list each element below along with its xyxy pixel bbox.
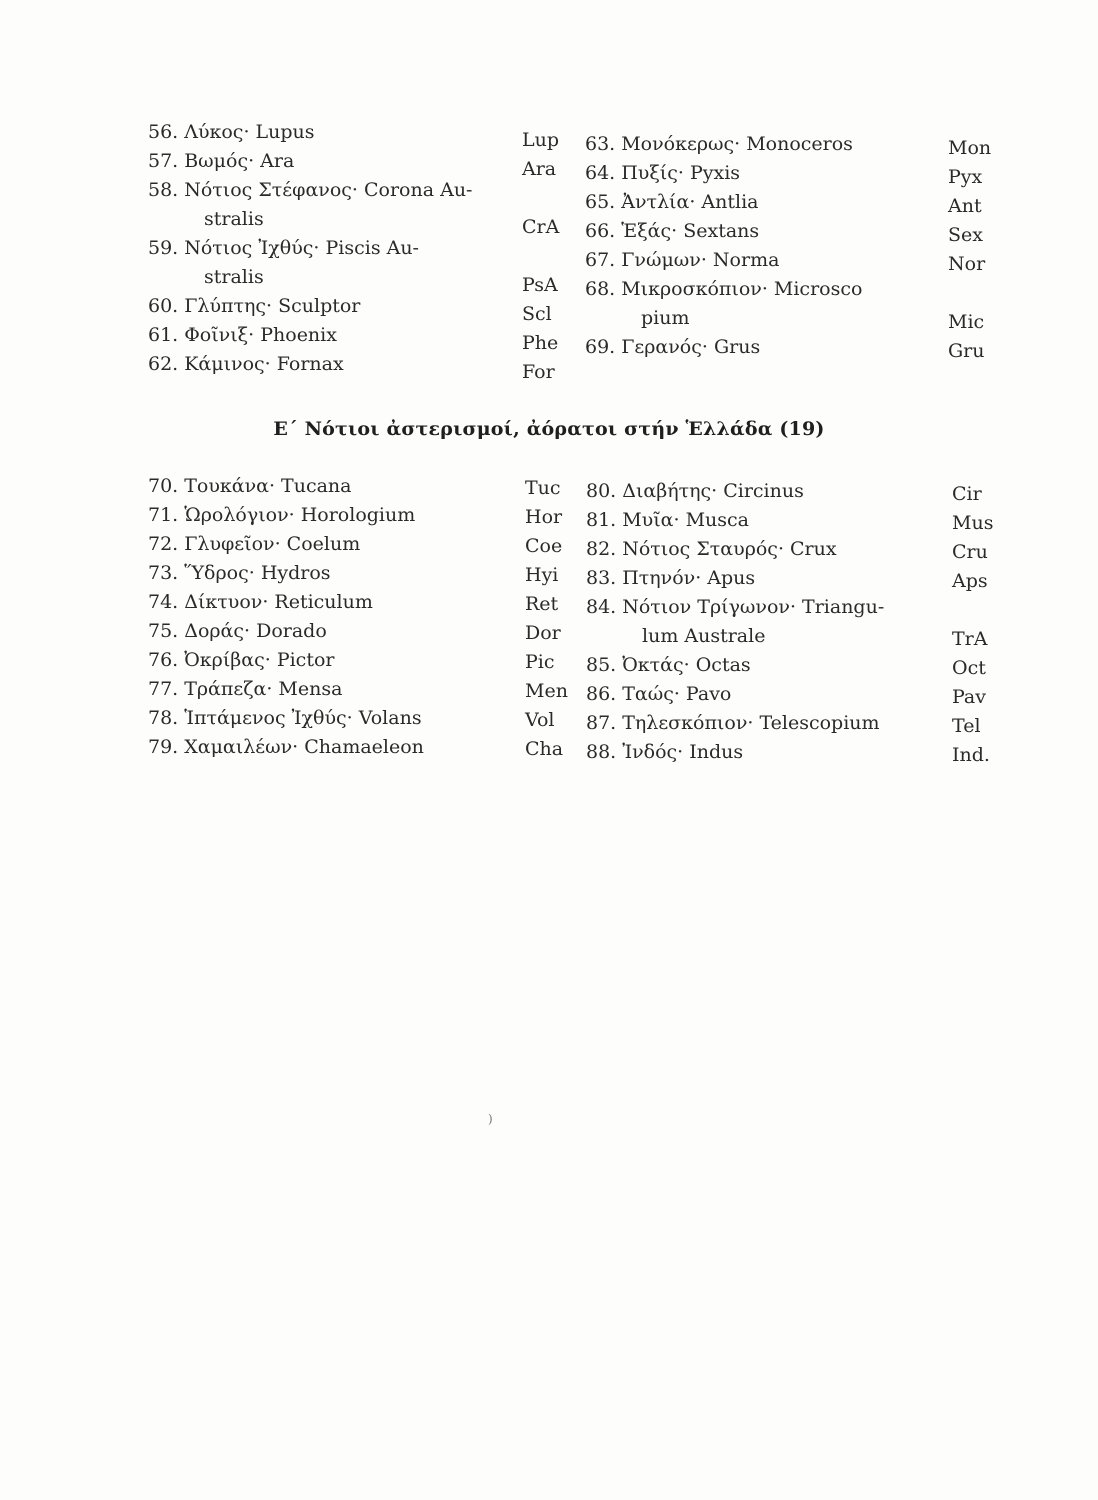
entry-row (586, 535, 884, 564)
entry-name: Μονόκερως· Monoceros (621, 133, 853, 155)
stray-mark: ) (488, 1112, 493, 1126)
entry-row (148, 675, 424, 704)
entry-row (148, 321, 472, 350)
entry-name: Λύκος· Lupus (184, 121, 315, 143)
entry-row (585, 275, 862, 304)
entry-abbreviation: Tel (952, 715, 981, 737)
entry-number: 70. (148, 475, 179, 497)
entry-abbreviation (522, 184, 559, 213)
entry-number: 80. (586, 480, 617, 502)
entry-name: Διαβήτης· Circinus (622, 480, 804, 502)
entry-number: 75. (148, 620, 179, 642)
entry-row (148, 501, 424, 530)
entry-abbreviation: Tuc (525, 477, 561, 499)
entry-row (586, 709, 884, 738)
entry-abbreviation: Aps (952, 570, 988, 592)
entry-abbreviation: Phe (522, 332, 559, 354)
entry-row (148, 118, 472, 147)
entry-abbreviation: Ara (522, 158, 557, 180)
entry-row (585, 217, 862, 246)
entry-name: Δίκτυον· Reticulum (184, 591, 373, 613)
entry-row (585, 333, 862, 362)
entry-name: Νότιον Τρίγωνον· Triangu- (622, 596, 885, 618)
entry-abbreviation: Oct (952, 657, 986, 679)
entry-name: Ἑξάς· Sextans (621, 220, 760, 242)
entry-name: Ὕδρος· Hydros (184, 562, 331, 584)
entry-abbreviation: Ant (948, 195, 982, 217)
entry-number: 74. (148, 591, 179, 613)
entry-name: stralis (204, 208, 264, 230)
entry-abbreviation: Hyi (525, 564, 559, 586)
entry-number: 85. (586, 654, 617, 676)
section-d-right-abbr-column (948, 134, 991, 366)
entry-row (148, 263, 472, 292)
entry-number: 84. (586, 596, 617, 618)
entry-row (585, 188, 862, 217)
entry-number: 78. (148, 707, 179, 729)
entry-number: 62. (148, 353, 179, 375)
entry-abbreviation: Sex (948, 224, 983, 246)
section-e-heading: Ε΄ Νότιοι ἀστερισμοί, ἀόρατοι στήν Ἑλλάδα (19) (273, 418, 825, 440)
entry-number: 86. (586, 683, 617, 705)
entry-name: Βωμός· Ara (184, 150, 295, 172)
entry-name: Νότιος Σταυρός· Crux (622, 538, 837, 560)
entry-number: 60. (148, 295, 179, 317)
entry-name: Νότιος Στέφανος· Corona Au- (184, 179, 473, 201)
entry-number: 68. (585, 278, 616, 300)
entry-name: lum Australe (642, 625, 766, 647)
entry-name: Πτηνόν· Apus (622, 567, 756, 589)
entry-row (586, 738, 884, 767)
entry-number: 66. (585, 220, 616, 242)
entry-row (148, 530, 424, 559)
entry-row (586, 651, 884, 680)
entry-abbreviation: Cir (952, 483, 982, 505)
entry-abbreviation: Vol (525, 709, 555, 731)
entry-name: Γλυφεῖον· Coelum (184, 533, 361, 555)
entry-number: 88. (586, 741, 617, 763)
entry-abbreviation: Mon (948, 137, 992, 159)
entry-name: Τράπεζα· Mensa (184, 678, 343, 700)
entry-name: Τηλεσκόπιον· Telescopium (622, 712, 880, 734)
section-e-right-abbr-column (952, 480, 993, 770)
section-d-left-abbr-column (522, 126, 559, 387)
entry-row (586, 593, 884, 622)
entry-row (586, 622, 884, 651)
entry-name: stralis (204, 266, 264, 288)
entry-abbreviation: Lup (522, 129, 560, 151)
entry-name: Ἱπτάμενος Ἰχθύς· Volans (184, 707, 422, 729)
entry-number: 77. (148, 678, 179, 700)
entry-name: Φοῖνιξ· Phoenix (184, 324, 337, 346)
entry-number: 79. (148, 736, 179, 758)
entry-abbreviation: Ret (525, 593, 559, 615)
entry-number: 63. (585, 133, 616, 155)
entry-number: 76. (148, 649, 179, 671)
entry-row (148, 646, 424, 675)
entry-abbreviation: Scl (522, 303, 552, 325)
entry-name: Ὡρολόγιον· Horologium (184, 504, 416, 526)
section-e-right-column (586, 477, 884, 767)
entry-number: 72. (148, 533, 179, 555)
entry-number: 67. (585, 249, 616, 271)
entry-name: Ταώς· Pavo (622, 683, 732, 705)
entry-row (148, 292, 472, 321)
entry-abbreviation: Hor (525, 506, 563, 528)
entry-abbreviation: Nor (948, 253, 986, 275)
entry-abbreviation: Pav (952, 686, 986, 708)
entry-name: Γλύπτης· Sculptor (184, 295, 361, 317)
entry-row (148, 617, 424, 646)
entry-row (148, 147, 472, 176)
entry-row (148, 205, 472, 234)
entry-number: 59. (148, 237, 179, 259)
entry-name: Τουκάνα· Tucana (184, 475, 352, 497)
entry-name: Δοράς· Dorado (184, 620, 327, 642)
entry-abbreviation: Coe (525, 535, 563, 557)
entry-abbreviation: Mus (952, 512, 994, 534)
entry-row (586, 680, 884, 709)
entry-row (148, 176, 472, 205)
entry-number: 71. (148, 504, 179, 526)
entry-abbreviation (522, 242, 559, 271)
entry-abbreviation: Men (525, 680, 568, 702)
entry-row (148, 588, 424, 617)
entry-name: Πυξίς· Pyxis (621, 162, 741, 184)
entry-name: Ἰνδός· Indus (622, 741, 744, 763)
entry-row (585, 159, 862, 188)
entry-row (148, 234, 472, 263)
section-d-right-column (585, 130, 862, 362)
entry-name: Χαμαιλέων· Chamaeleon (184, 736, 424, 758)
entry-number: 87. (586, 712, 617, 734)
entry-abbreviation: Ind. (952, 744, 990, 766)
entry-abbreviation: Cru (952, 541, 988, 563)
entry-abbreviation: Gru (948, 340, 985, 362)
entry-number: 65. (585, 191, 616, 213)
entry-abbreviation: Cha (525, 738, 564, 760)
entry-number: 81. (586, 509, 617, 531)
section-d-left-column (148, 118, 472, 379)
entry-name: Κάμινος· Fornax (184, 353, 344, 375)
entry-abbreviation (952, 596, 993, 625)
entry-row (586, 564, 884, 593)
entry-name: Μυῖα· Musca (622, 509, 749, 531)
entry-number: 83. (586, 567, 617, 589)
entry-number: 57. (148, 150, 179, 172)
entry-name: Μικροσκόπιον· Microsco (621, 278, 863, 300)
entry-number: 64. (585, 162, 616, 184)
entry-name: pium (641, 307, 690, 329)
entry-row (148, 350, 472, 379)
entry-abbreviation: Dor (525, 622, 561, 644)
entry-row (586, 477, 884, 506)
entry-abbreviation: CrA (522, 216, 560, 238)
entry-abbreviation: Mic (948, 311, 985, 333)
section-e-left-abbr-column (525, 474, 568, 764)
entry-name: Γνώμων· Norma (621, 249, 780, 271)
entry-abbreviation: Pyx (948, 166, 983, 188)
entry-number: 61. (148, 324, 179, 346)
entry-abbreviation (948, 279, 991, 308)
entry-abbreviation: TrA (952, 628, 988, 650)
entry-name: Ἀντλία· Antlia (621, 191, 759, 213)
entry-row (585, 304, 862, 333)
entry-name: Ὀκτάς· Octas (622, 654, 751, 676)
entry-name: Ὀκρίβας· Pictor (184, 649, 335, 671)
entry-number: 69. (585, 336, 616, 358)
entry-number: 82. (586, 538, 617, 560)
entry-number: 73. (148, 562, 179, 584)
entry-row (148, 704, 424, 733)
entry-name: Νότιος Ἰχθύς· Piscis Au- (184, 237, 419, 259)
entry-row (585, 246, 862, 275)
entry-abbreviation: For (522, 361, 555, 383)
entry-row (148, 733, 424, 762)
entry-row (148, 472, 424, 501)
entry-number: 58. (148, 179, 179, 201)
entry-name: Γερανός· Grus (621, 336, 761, 358)
entry-row (148, 559, 424, 588)
section-e-left-column (148, 472, 424, 762)
entry-abbreviation: PsA (522, 274, 558, 296)
entry-row (586, 506, 884, 535)
entry-row (585, 130, 862, 159)
entry-abbreviation: Pic (525, 651, 555, 673)
entry-number: 56. (148, 121, 179, 143)
